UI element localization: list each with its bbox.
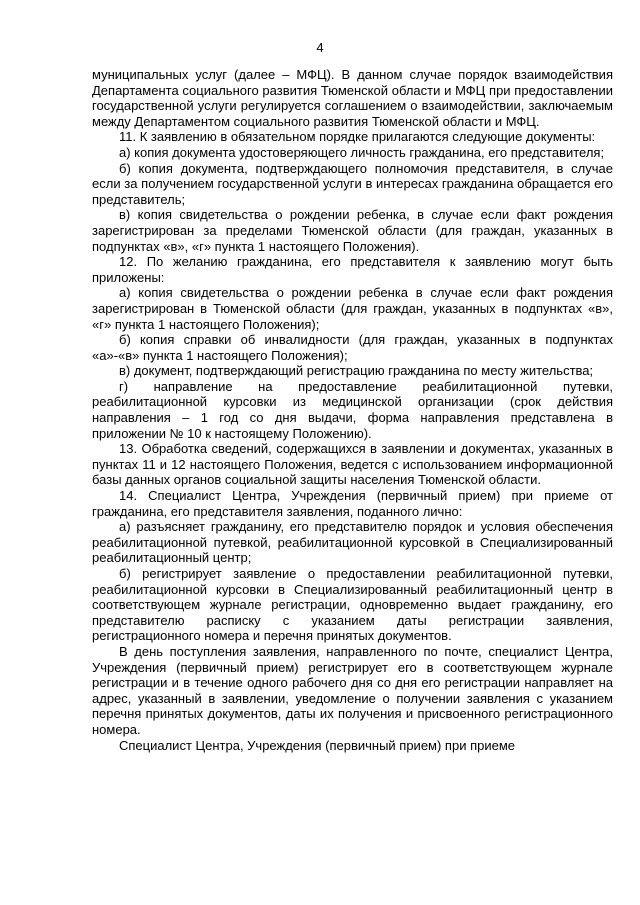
paragraph-item-14-b: б) регистрирует заявление о предоставлении реабилитационной путевки, реабилитационной курсовки в Специализированный реабилитационный центр в соответствующем журнале регистрации, одновременно выдает гражданину, его представителю расписку с указанием даты регистрации заявления, регистрационного номера и перечня принятых документов. <box>92 566 613 644</box>
paragraph-item-12-a: а) копия свидетельства о рождении ребенка в случае если факт рождения зарегистрирован в Тюменской области (для граждан, указанных в подпунктах «в», «г» пункта 1 настоящего Положения); <box>92 285 613 332</box>
paragraph-item-11-v: в) копия свидетельства о рождении ребенка, в случае если факт рождения зарегистрирован за пределами Тюменской области (для граждан, указанных в подпунктах «в», «г» пункта 1 настоящего Положения). <box>92 207 613 254</box>
paragraph-item-12: 12. По желанию гражданина, его представителя к заявлению могут быть приложены: <box>92 254 613 285</box>
paragraph-specialist-reception: Специалист Центра, Учреждения (первичный прием) при приеме <box>119 737 515 753</box>
paragraph-mfc-continuation: муниципальных услуг (далее – МФЦ). В данном случае порядок взаимодействия Департамента социального развития Тюменской области и МФЦ при предоставлении государственной услуги регулируется соглашением о взаимодействии, заключаемым между Департаментом социального развития Тюменской области и МФЦ. <box>92 67 613 129</box>
document-body <box>92 67 613 753</box>
paragraph-item-11: 11. К заявлению в обязательном порядке прилагаются следующие документы: <box>119 129 596 145</box>
paragraph-item-12-b: б) копия справки об инвалидности (для граждан, указанных в подпунктах «а»-«в» пункта 1 настоящего Положения); <box>92 332 613 363</box>
paragraph-item-14-a: а) разъясняет гражданину, его представителю порядок и условия обеспечения реабилитационной путевкой, реабилитационной курсовкой в Специализированный реабилитационный центр; <box>92 519 613 566</box>
page-number: 4 <box>316 40 324 55</box>
paragraph-item-11-a: а) копия документа удостоверяющего личность гражданина, его представителя; <box>119 144 605 160</box>
paragraph-item-12-g: г) направление на предоставление реабилитационной путевки, реабилитационной курсовки из медицинской организации (срок действия направления – 1 год со дня выдачи, форма направления представлена в приложении № 10 к настоящему Положению). <box>92 378 613 441</box>
paragraph-item-14: 14. Специалист Центра, Учреждения (первичный прием) при приеме от гражданина, его представителя заявления, поданного лично: <box>92 488 613 519</box>
paragraph-postal-registration: В день поступления заявления, направленного по почте, специалист Центра, Учреждения (первичный прием) регистрирует его в соответствующем журнале регистрации и в течение одного рабочего дня со дня его регистрации направляет на адрес, указанный в заявлении, уведомление о получении заявления с указанием перечня принятых документов, даты их получения и присвоенного регистрационного номера. <box>92 643 613 737</box>
paragraph-item-13: 13. Обработка сведений, содержащихся в заявлении и документах, указанных в пунктах 11 и 12 настоящего Положения, ведется с использованием информационной базы данных органов социальной защиты населения Тюменской области. <box>92 441 613 488</box>
paragraph-item-12-v: в) документ, подтверждающий регистрацию гражданина по месту жительства; <box>119 363 594 379</box>
paragraph-item-11-b: б) копия документа, подтверждающего полномочия представителя, в случае если за получением государственной услуги в интересах гражданина обращается его представитель; <box>92 160 613 207</box>
